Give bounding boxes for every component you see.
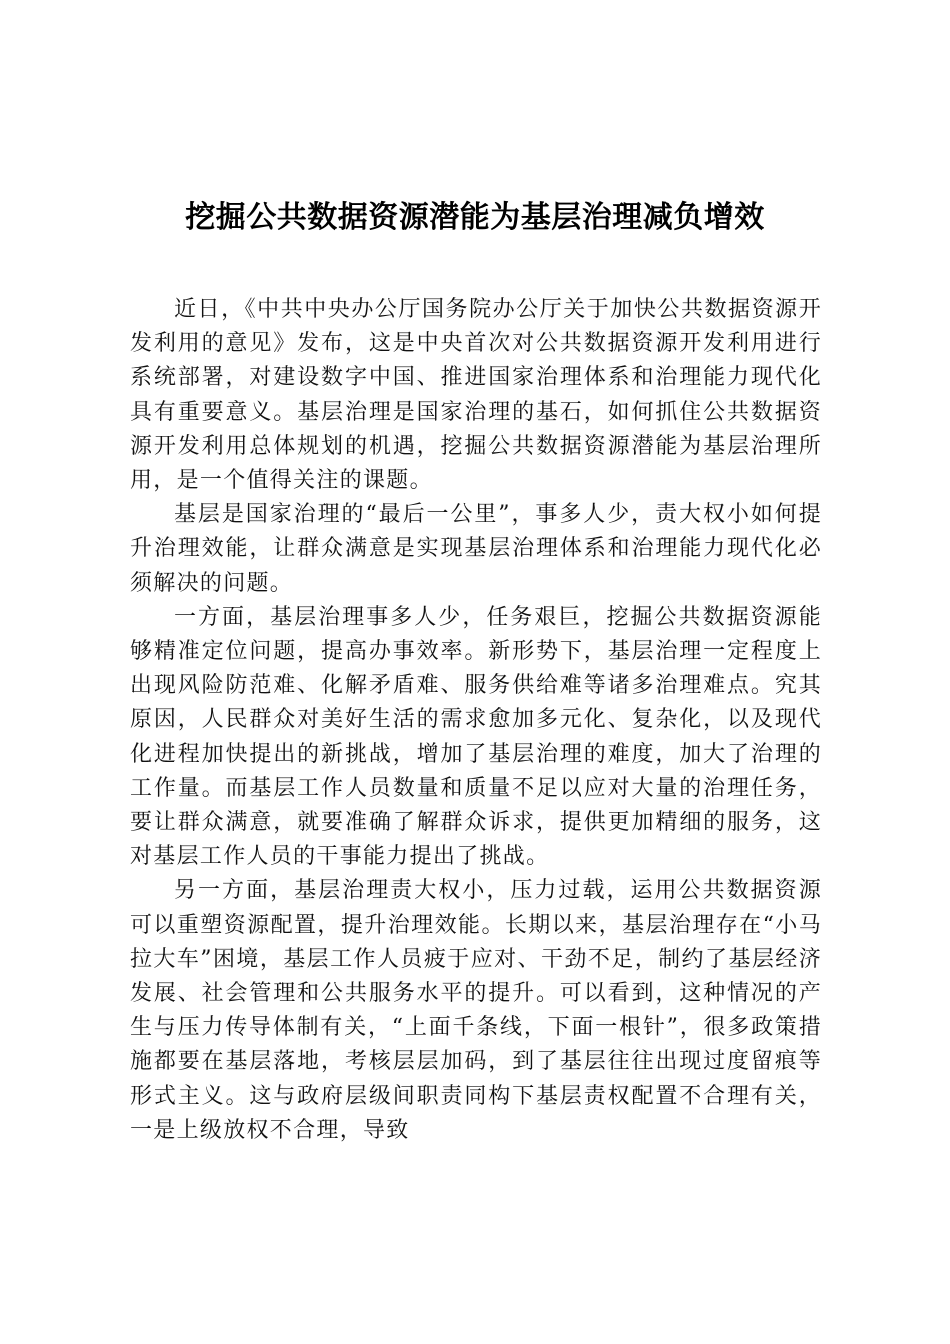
paragraph: 另一方面，基层治理责大权小，压力过载，运用公共数据资源可以重塑资源配置，提升治理效能。长期以来，基层治理存在“小马拉大车”困境，基层工作人员疲于应对、干劲不足，制约了基层经济发展、社会管理和公共服务水平的提升。可以看到，这种情况的产生与压力传导体制有关，“上面千条线，下面一根针”，很多政策措施都要在基层落地，考核层层加码，到了基层往往出现过度留痕等形式主义。这与政府层级间职责同构下基层责权配置不合理有关，一是上级放权不合理，导致 bbox=[130, 878, 822, 1143]
document-body bbox=[130, 293, 822, 1148]
paragraph: 近日，《中共中央办公厅国务院办公厅关于加快公共数据资源开发利用的意见》发布，这是中央首次对公共数据资源开发利用进行系统部署，对建设数字中国、推进国家治理体系和治理能力现代化具有重要意义。基层治理是国家治理的基石，如何抓住公共数据资源开发利用总体规划的机遇，挖掘公共数据资源潜能为基层治理所用，是一个值得关注的课题。 bbox=[130, 297, 822, 494]
paragraph: 一方面，基层治理事多人少，任务艰巨，挖掘公共数据资源能够精准定位问题，提高办事效率。新形势下，基层治理一定程度上出现风险防范难、化解矛盾难、服务供给难等诸多治理难点。究其原因，人民群众对美好生活的需求愈加多元化、复杂化，以及现代化进程加快提出的新挑战，增加了基层治理的难度，加大了治理的工作量。而基层工作人员数量和质量不足以应对大量的治理任务，要让群众满意，就要准确了解群众诉求，提供更加精细的服务，这对基层工作人员的干事能力提出了挑战。 bbox=[130, 604, 822, 870]
document-title: 挖掘公共数据资源潜能为基层治理减负增效 bbox=[185, 200, 765, 235]
paragraph: 基层是国家治理的“最后一公里”，事多人少，责大权小如何提升治理效能，让群众满意是实现基层治理体系和治理能力现代化必须解决的问题。 bbox=[130, 502, 822, 596]
